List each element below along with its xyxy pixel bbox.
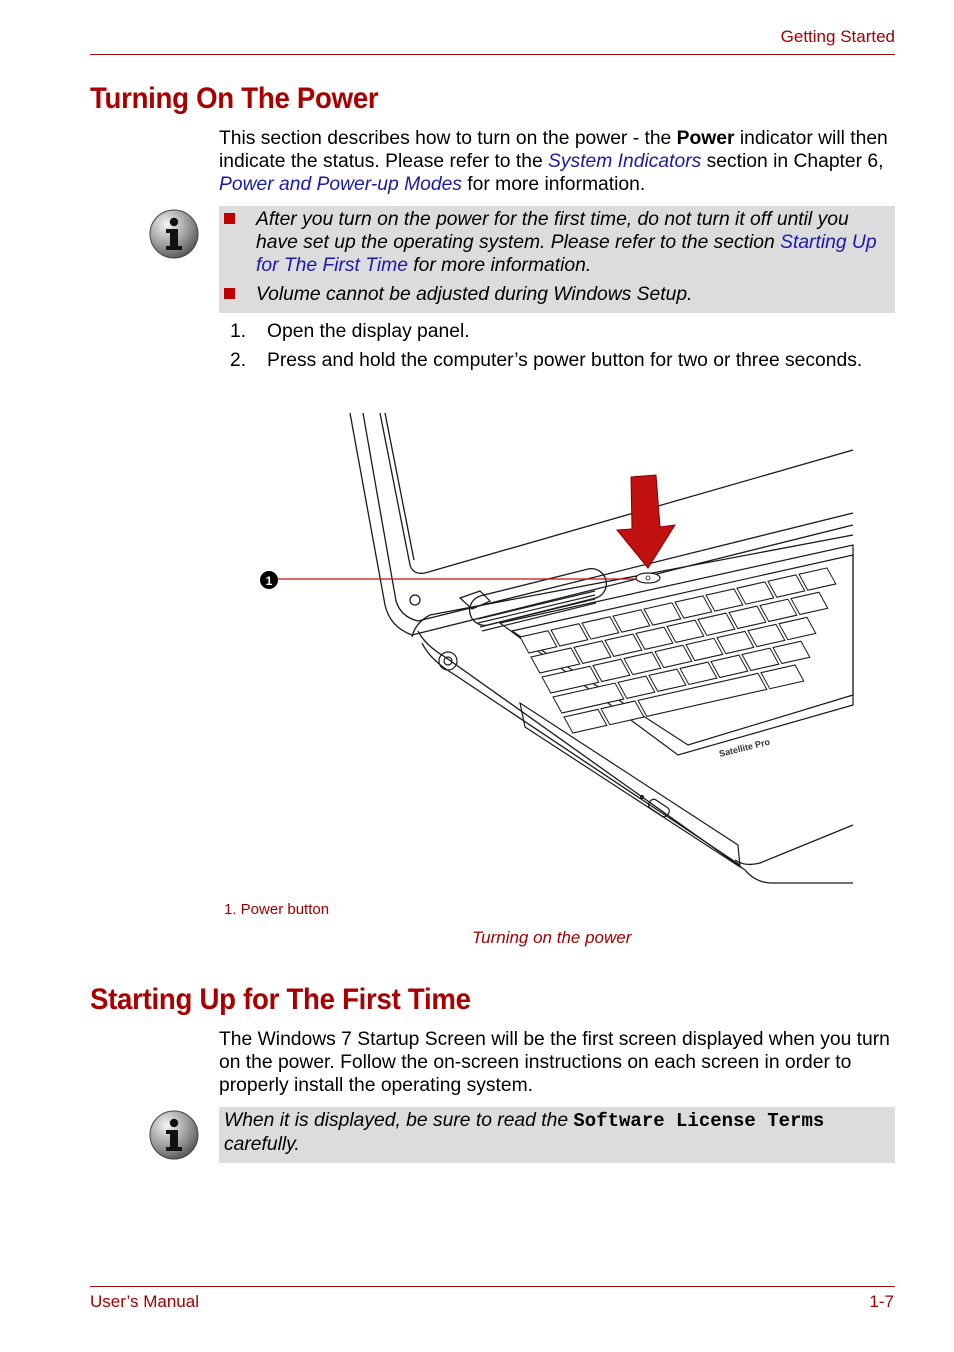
- brand-label: Satellite Pro: [718, 736, 771, 759]
- note-text-2: Volume cannot be adjusted during Windows Setup.: [256, 284, 693, 305]
- step-number: 2.: [230, 350, 247, 371]
- step-text: Press and hold the computer’s power button for two or three seconds.: [267, 350, 863, 371]
- section-heading-first-time: Starting Up for The First Time: [90, 983, 471, 1016]
- figure-caption: Turning on the power: [472, 928, 632, 947]
- link-starting-up[interactable]: Starting Up for The First Time: [256, 232, 877, 276]
- callout-number: 1: [265, 574, 273, 588]
- camera-dot: [410, 595, 420, 605]
- link-power-modes[interactable]: Power and Power-up Modes: [219, 174, 462, 195]
- intro-text-2: indicator will then indicate the status. Please refer to the: [219, 128, 888, 172]
- bullet-square: [224, 213, 235, 224]
- header-rule: [90, 54, 895, 55]
- step-number: 1.: [230, 321, 247, 342]
- power-bold: Power: [676, 128, 735, 149]
- intro-paragraph: [219, 127, 899, 196]
- figure-legend: 1. Power button: [224, 901, 330, 918]
- power-button: [636, 573, 660, 583]
- note-text-1b: for more information.: [407, 255, 592, 276]
- footer-rule: [90, 1286, 895, 1287]
- info-icon: [148, 208, 200, 260]
- section-heading-power: Turning On The Power: [90, 82, 379, 115]
- running-header: Getting Started: [780, 27, 895, 46]
- note-license-t2: carefully.: [224, 1134, 300, 1155]
- note-license-text: [219, 1107, 895, 1156]
- note-box-license: [219, 1107, 895, 1163]
- startup-paragraph: The Windows 7 Startup Screen will be the first screen displayed when you turn on the power. Follow the on-screen instructions on each screen in order to properly install the operating system.: [219, 1029, 890, 1096]
- down-arrow-icon: [617, 475, 675, 568]
- intro-text-1: This section describes how to turn on the power - the: [219, 128, 677, 149]
- step-1: [230, 320, 470, 343]
- note-box-power: [219, 206, 895, 313]
- footer-manual-title: User’s Manual: [90, 1292, 199, 1311]
- page-number: 1-7: [869, 1292, 894, 1311]
- note-item-volume: [219, 283, 895, 306]
- screen-inner-edge: [380, 413, 853, 573]
- note-license-t1: When it is displayed, be sure to read the: [224, 1110, 574, 1131]
- note-text-1a: After you turn on the power for the first time, do not turn it off until you have set up the operating system. Please refer to the section: [256, 209, 849, 253]
- bullet-square: [224, 288, 235, 299]
- step-2: [230, 349, 862, 372]
- info-icon: [148, 1109, 200, 1161]
- link-system-indicators[interactable]: System Indicators: [548, 151, 702, 172]
- software-license-terms: Software License Terms: [573, 1110, 825, 1132]
- intro-text-3: section in Chapter 6,: [701, 151, 884, 172]
- laptop-illustration: [250, 405, 860, 890]
- note-item-first-time: [219, 208, 895, 277]
- step-text: Open the display panel.: [267, 321, 470, 342]
- intro-text-4: for more information.: [461, 174, 646, 195]
